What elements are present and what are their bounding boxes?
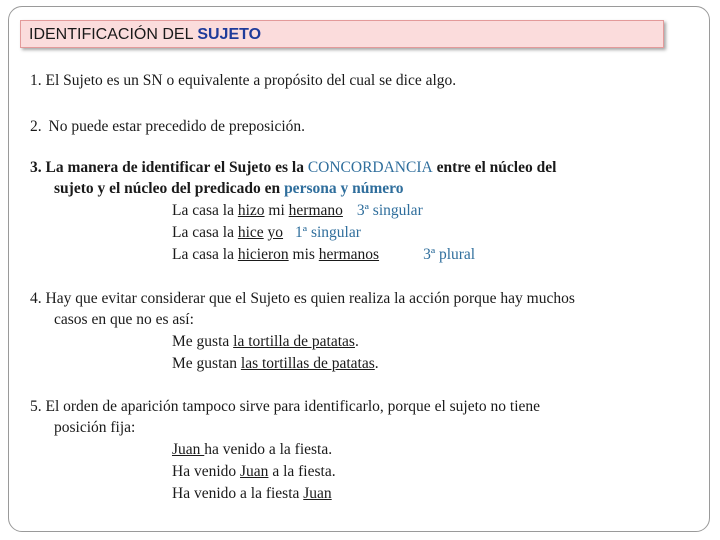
concordancia-highlight: CONCORDANCIA [307, 159, 433, 176]
item-text: casos en que no es así: [54, 311, 194, 328]
example-subject: hermanos [318, 246, 380, 263]
example-text: Ha venido a la fiesta [172, 485, 304, 502]
item-3-line-2 [54, 178, 403, 199]
item-number: 1. [30, 72, 42, 89]
example-subject: yo [267, 224, 284, 241]
example-subject: Juan [240, 463, 269, 480]
item-3-line-1 [30, 157, 556, 178]
item-4-line-1 [30, 288, 575, 309]
example-text: a la fiesta. [268, 463, 336, 480]
item-text: El orden de aparición tampoco sirve para identificarlo, porque el sujeto no tiene [45, 398, 541, 415]
example-text: La casa la [172, 246, 238, 263]
item-text: No puede estar precedido de preposición. [48, 118, 306, 135]
item-text: posición fija: [54, 419, 136, 436]
item-4-example-1 [172, 331, 359, 352]
item-number: 3. [30, 159, 42, 176]
example-text: mis [288, 246, 319, 263]
example-subject: Juan [172, 441, 205, 458]
title-accent: SUJETO [197, 26, 262, 43]
item-number: 2. [30, 118, 42, 135]
item-text: entre el núcleo del [432, 159, 557, 176]
item-3-example-1 [172, 200, 423, 221]
item-5-example-1 [172, 439, 332, 460]
example-text: mi [264, 202, 289, 219]
example-agreement: 3ª plural [423, 246, 476, 263]
example-text: . [374, 355, 379, 372]
example-verb: hizo [237, 202, 265, 219]
slide-title [20, 20, 664, 48]
example-text: La casa la [172, 224, 238, 241]
example-agreement: 3ª singular [356, 202, 423, 219]
title-prefix: IDENTIFICACIÓN DEL [29, 26, 198, 43]
item-2 [30, 116, 305, 137]
example-subject: Juan [303, 485, 332, 502]
item-3-example-2 [172, 222, 361, 243]
example-text: . [354, 333, 359, 350]
item-text: El Sujeto es un SN o equivalente a propósito del cual se dice algo. [45, 72, 457, 89]
persona-numero-highlight: persona y número [284, 180, 404, 197]
item-4-example-2 [172, 353, 379, 374]
example-text: Me gusta [172, 333, 234, 350]
example-subject: la tortilla de patatas [233, 333, 355, 350]
item-number: 5. [30, 398, 42, 415]
item-4-line-2 [54, 309, 194, 330]
example-verb: hicieron [237, 246, 289, 263]
item-5-line-1 [30, 396, 540, 417]
example-text: Ha venido [172, 463, 241, 480]
item-1 [30, 70, 456, 91]
item-5-example-2 [172, 461, 336, 482]
item-5-example-3 [172, 483, 332, 504]
example-text: Me gustan [172, 355, 241, 372]
example-subject: hermano [288, 202, 343, 219]
example-verb: hice [237, 224, 264, 241]
item-3-example-3 [172, 244, 475, 265]
example-text: ha venido a la fiesta. [204, 441, 333, 458]
example-text: La casa la [172, 202, 238, 219]
item-text: Hay que evitar considerar que el Sujeto es quien realiza la acción porque hay muchos [45, 290, 575, 307]
example-agreement: 1ª singular [295, 224, 361, 241]
item-text: sujeto y el núcleo del predicado en [54, 180, 285, 197]
item-5-line-2 [54, 417, 135, 438]
example-subject: las tortillas de patatas [240, 355, 375, 372]
item-text: La manera de identificar el Sujeto es la [45, 159, 308, 176]
item-number: 4. [30, 290, 42, 307]
